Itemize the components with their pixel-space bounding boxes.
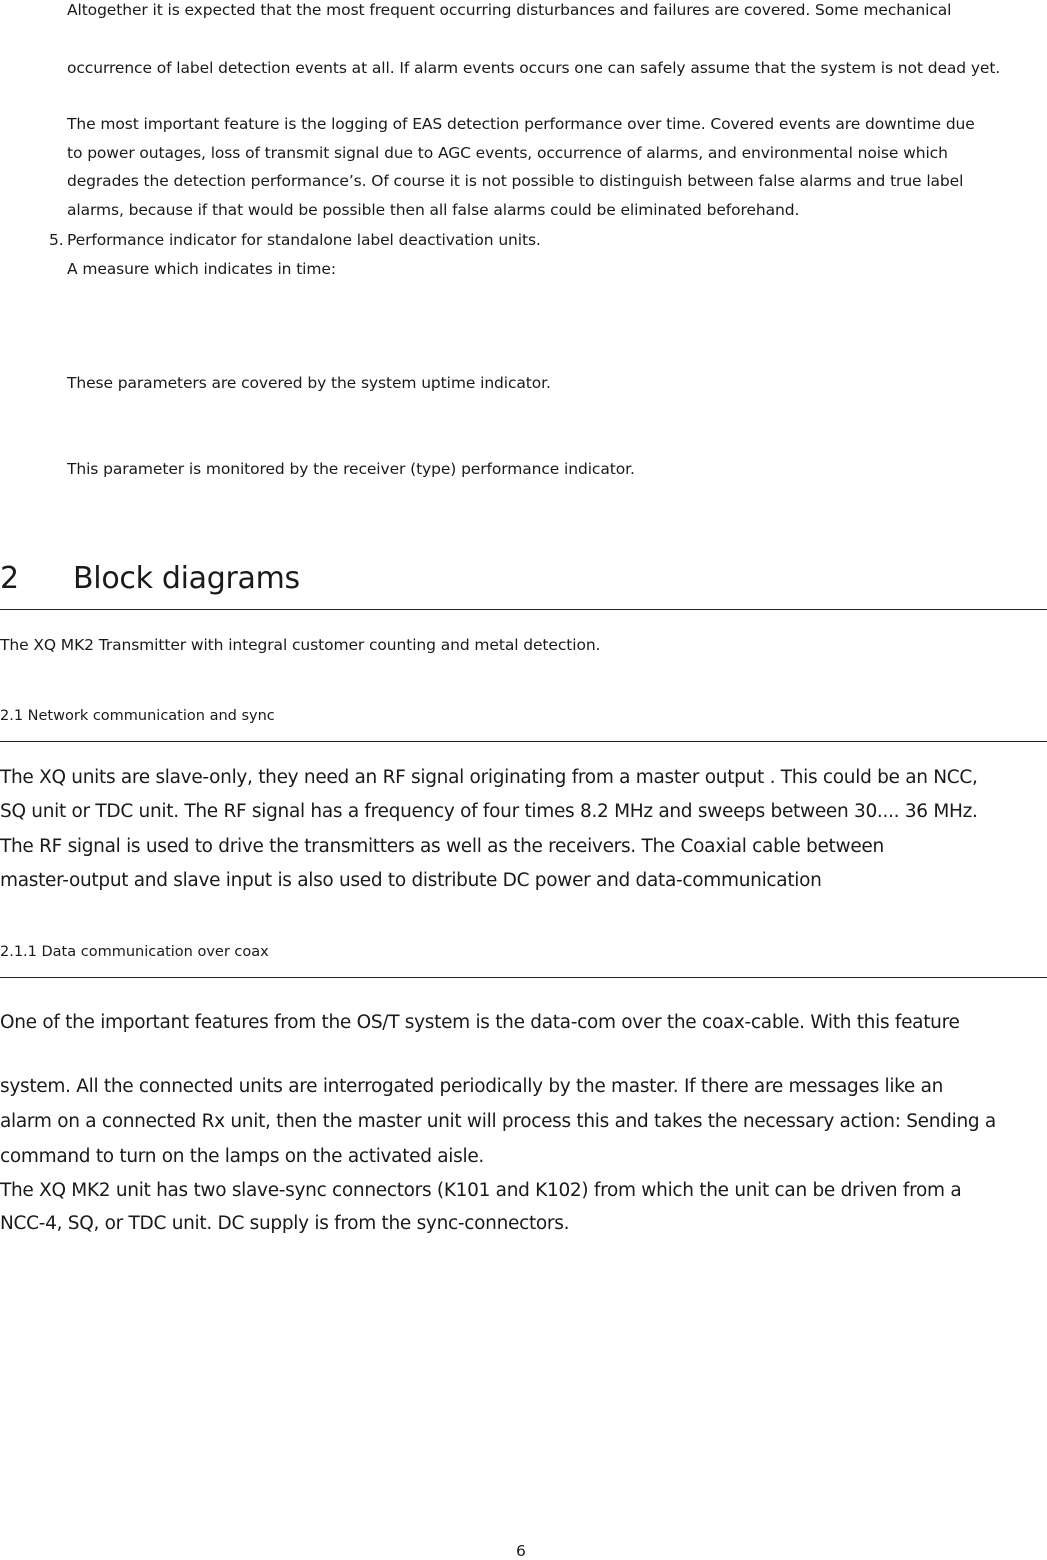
section-divider [0, 609, 1047, 610]
sub21-body-line-2: SQ unit or TDC unit. The RF signal has a frequency of four times 8.2 MHz and sweeps between 30.... 36 MHz. [0, 801, 978, 822]
list-item-5-subtext: A measure which indicates in time: [67, 260, 336, 278]
receiver-indicator-note: This parameter is monitored by the receiver (type) performance indicator. [67, 460, 635, 478]
sub211-body-line-1: system. All the connected units are interrogated periodically by the master. If there are messages like an [0, 1076, 944, 1097]
sub211-line-1: One of the important features from the OS/T system is the data-com over the coax-cable. With this feature [0, 1012, 960, 1033]
section-intro: The XQ MK2 Transmitter with integral customer counting and metal detection. [0, 636, 601, 654]
page-number: 6 [516, 1542, 526, 1560]
section-title: Block diagrams [73, 561, 300, 596]
sub211-body-line-4: The XQ MK2 unit has two slave-sync connectors (K101 and K102) from which the unit can be driven from a [0, 1180, 962, 1201]
intro-para2-line-4: alarms, because if that would be possible then all false alarms could be eliminated beforehand. [67, 201, 800, 219]
uptime-indicator-note: These parameters are covered by the system uptime indicator. [67, 374, 551, 392]
subsection-2-1-1-divider [0, 977, 1047, 978]
subsection-2-1-heading: 2.1 Network communication and sync [0, 708, 275, 724]
list-item-5-title: Performance indicator for standalone label deactivation units. [67, 231, 541, 249]
sub211-body-line-2: alarm on a connected Rx unit, then the master unit will process this and takes the necessary action: Sending a [0, 1111, 996, 1132]
intro-para2-line-2: to power outages, loss of transmit signal due to AGC events, occurrence of alarms, and environmental noise which [67, 144, 948, 162]
intro-line-1: Altogether it is expected that the most frequent occurring disturbances and failures are covered. Some mechanical [67, 1, 952, 19]
intro-para2-line-3: degrades the detection performance’s. Of course it is not possible to distinguish between false alarms and true label [67, 172, 964, 190]
subsection-2-1-1-heading: 2.1.1 Data communication over coax [0, 944, 269, 960]
sub21-body-line-4: master-output and slave input is also used to distribute DC power and data-communication [0, 870, 822, 891]
sub211-body-line-5: NCC-4, SQ, or TDC unit. DC supply is from the sync-connectors. [0, 1213, 570, 1234]
sub21-body-line-1: The XQ units are slave-only, they need an RF signal originating from a master output . This could be an NCC, [0, 767, 978, 788]
sub211-body-line-3: command to turn on the lamps on the activated aisle. [0, 1146, 484, 1167]
intro-line-2: occurrence of label detection events at all. If alarm events occurs one can safely assume that the system is not dead yet. [67, 59, 1001, 77]
section-number: 2 [0, 561, 19, 596]
subsection-2-1-divider [0, 741, 1047, 742]
intro-para2-line-1: The most important feature is the logging of EAS detection performance over time. Covered events are downtime due [67, 115, 975, 133]
sub21-body-line-3: The RF signal is used to drive the transmitters as well as the receivers. The Coaxial cable between [0, 836, 884, 857]
list-item-5-number: 5. [49, 231, 64, 249]
